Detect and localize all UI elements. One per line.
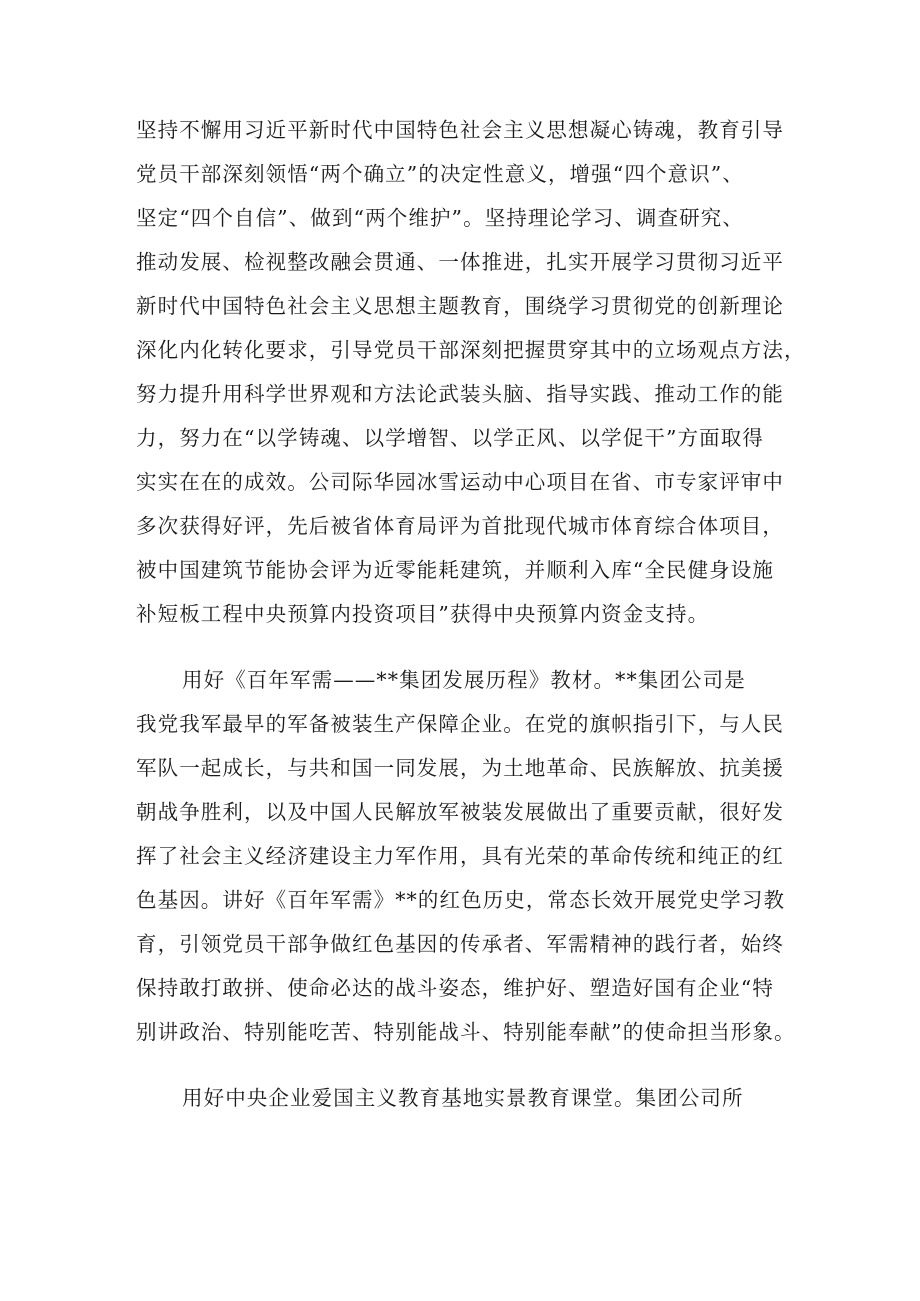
paragraph-line: 挥了社会主义经济建设主力军作用，具有光荣的革命传统和纯正的红 — [136, 844, 784, 868]
paragraph-line: 实实在在的成效。公司际华园冰雪运动中心项目在省、市专家评审中 — [136, 470, 784, 494]
paragraph-line: 坚定“四个自信”、做到“两个维护”。坚持理论学习、调查研究、 — [136, 206, 744, 230]
paragraph-line: 党员干部深刻领悟“两个确立”的决定性意义，增强“四个意识”、 — [136, 162, 744, 186]
paragraph-line: 坚持不懈用习近平新时代中国特色社会主义思想凝心铸魂，教育引导 — [136, 118, 784, 142]
paragraph-line: 军队一起成长，与共和国一同发展，为土地革命、民族解放、抗美援 — [136, 756, 784, 780]
paragraph-line: 用好《百年军需——**集团发展历程》教材。**集团公司是 — [182, 668, 746, 692]
paragraph-line: 被中国建筑节能协会评为近零能耗建筑，并顺利入库“全民健身设施 — [136, 558, 774, 582]
paragraph-military-history — [136, 658, 796, 1054]
paragraph-line: 新时代中国特色社会主义思想主题教育，围绕学习贯彻党的创新理论 — [136, 294, 784, 318]
paragraph-line: 保持敢打敢拼、使命必达的战斗姿态，维护好、塑造好国有企业“特 — [136, 976, 774, 1000]
paragraph-line: 补短板工程中央预算内投资项目”获得中央预算内资金支持。 — [136, 602, 710, 626]
paragraph-spacer — [136, 636, 796, 658]
document-body — [136, 108, 806, 1120]
paragraph-line: 育，引领党员干部争做红色基因的传承者、军需精神的践行者，始终 — [136, 932, 784, 956]
paragraph-line: 多次获得好评，先后被省体育局评为首批现代城市体育综合体项目， — [136, 514, 784, 538]
paragraph-line: 努力提升用科学世界观和方法论武装头脑、指导实践、推动工作的能 — [136, 382, 784, 406]
paragraph-line: 力，努力在“以学铸魂、以学增智、以学正风、以学促干”方面取得 — [136, 426, 764, 450]
paragraph-line: 我党我军最早的军备被装生产保障企业。在党的旗帜指引下，与人民 — [136, 712, 784, 736]
paragraph-line: 朝战争胜利，以及中国人民解放军被装发展做出了重要贡献，很好发 — [136, 800, 784, 824]
paragraph-line: 深化内化转化要求，引导党员干部深刻把握贯穿其中的立场观点方法， — [136, 338, 806, 362]
paragraph-line: 别讲政治、特别能吃苦、特别能战斗、特别能奉献”的使命担当形象。 — [136, 1020, 796, 1044]
paragraph-line: 用好中央企业爱国主义教育基地实景教育课堂。集团公司所 — [182, 1086, 744, 1110]
paragraph-education-base — [136, 1076, 796, 1120]
paragraph-theory-study — [136, 108, 806, 636]
paragraph-spacer — [136, 1054, 796, 1076]
paragraph-line: 推动发展、检视整改融会贯通、一体推进，扎实开展学习贯彻习近平 — [136, 250, 784, 274]
paragraph-line: 色基因。讲好《百年军需》**的红色历史，常态长效开展党史学习教 — [136, 888, 786, 912]
